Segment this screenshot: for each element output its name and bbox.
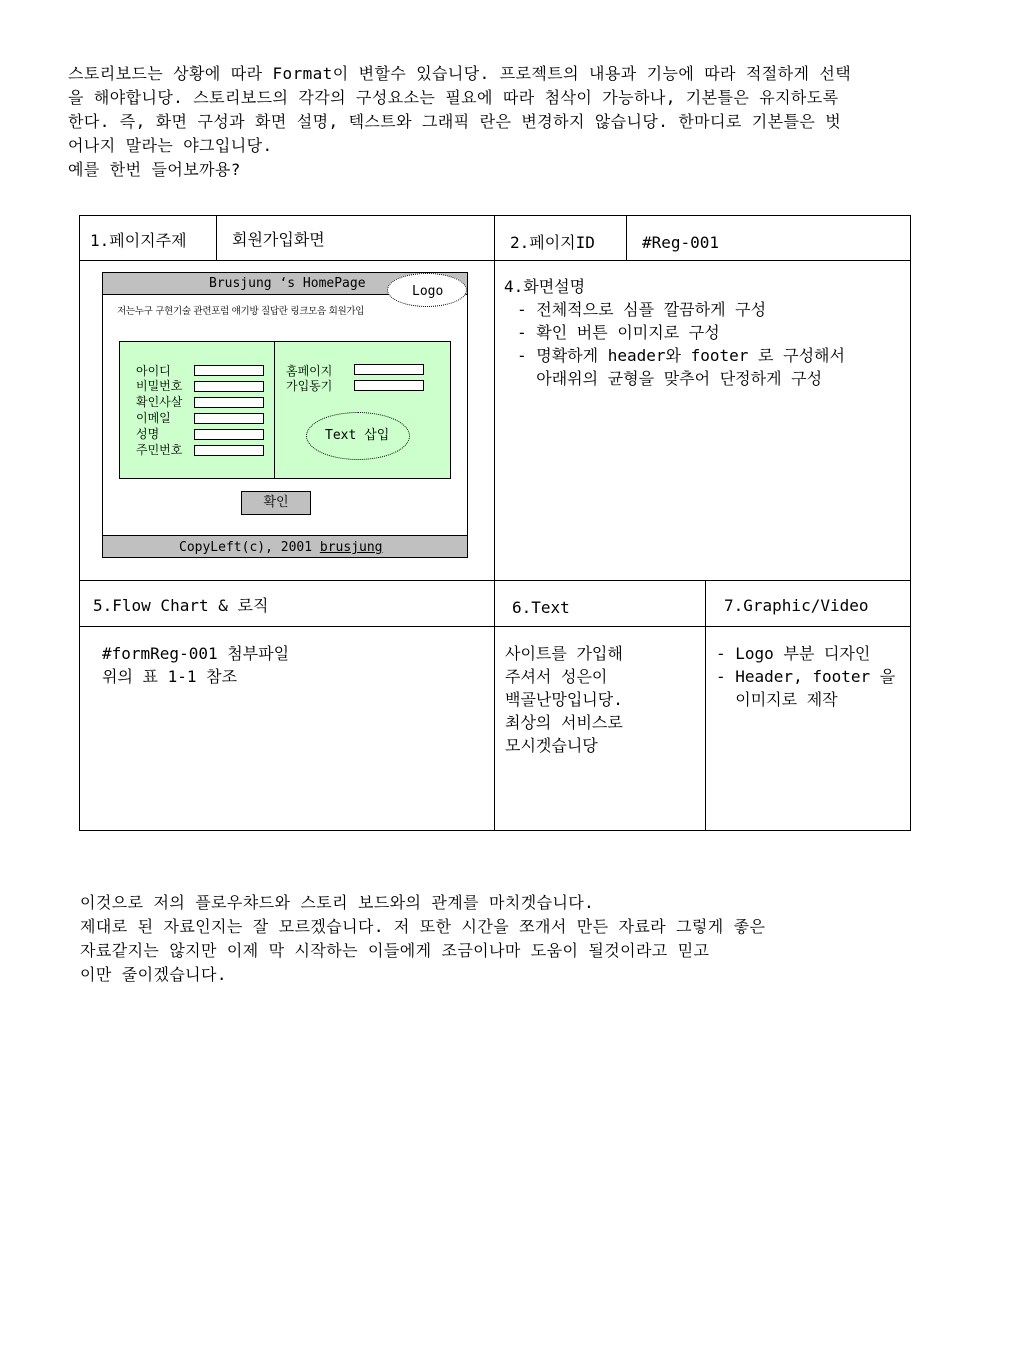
outro-line: 이것으로 저의 플로우챠드와 스토리 보드와의 관계를 마치겟습니다. [80, 893, 595, 912]
intro-line: 예를 한번 들어보까용? [68, 160, 241, 179]
form-label: 홈페이지 [286, 364, 333, 378]
text-line: 주셔서 성은이 [505, 667, 608, 686]
form-label: 확인사살 [136, 395, 183, 409]
graphic-line: 이미지로 제작 [716, 690, 838, 709]
intro-paragraph [68, 62, 968, 182]
text-label: 6.Text [512, 598, 570, 617]
text-line: 모시겟습니당 [505, 736, 598, 755]
form-input [354, 380, 424, 391]
page-subject-label: 1.페이지주제 [90, 231, 187, 250]
screen-desc-title: 4.화면설명 [504, 277, 586, 296]
form-label: 가입동기 [286, 379, 333, 393]
mockup-logo-label: Logo [412, 284, 444, 299]
screen-desc-item: - 전체적으로 심플 깔끔하게 구성 [517, 300, 767, 319]
page-id-label: 2.페이지ID [510, 233, 595, 252]
form-input [354, 364, 424, 375]
intro-line: 어나지 말라는 야그입니당. [68, 136, 273, 155]
outro-line: 자료같지는 않지만 이제 막 시작하는 이들에게 조금이나마 도움이 될것이라고 믿고 [80, 941, 710, 960]
screen-mockup [102, 272, 468, 558]
intro-line: 한다. 즉, 화면 구성과 화면 설명, 텍스트와 그래픽 란은 변경하지 않습니당. 한마디로 기본틀은 벗 [68, 112, 842, 131]
footer-copyright: CopyLeft(c), 2001 [179, 540, 320, 555]
graphic-line: - Header, footer 을 [716, 667, 896, 686]
table-divider [80, 626, 910, 627]
intro-line: 을 해야합니당. 스토리보드의 각각의 구성요소는 필요에 따라 첨삭이 가능하나, 기본틀은 유지하도록 [68, 88, 839, 107]
flow-line: 위의 표 1-1 참조 [102, 667, 238, 686]
mockup-footer [103, 535, 467, 557]
screen-desc-item: - 명확하게 header와 footer 로 구성해서 [517, 346, 845, 365]
outro-line: 이만 줄이겠습니다. [80, 965, 227, 984]
table-divider [494, 216, 495, 830]
text-line: 최상의 서비스로 [505, 713, 623, 732]
graphic-line: - Logo 부분 디자인 [716, 644, 871, 663]
form-input [194, 429, 264, 440]
page-subject-value: 회원가입화면 [232, 230, 325, 249]
confirm-button: 확인 [241, 491, 311, 515]
text-insert-placeholder [306, 412, 410, 460]
form-label: 이메일 [136, 411, 171, 425]
mockup-footer-text [179, 540, 383, 556]
mockup-logo [387, 273, 467, 307]
table-divider [626, 216, 627, 260]
outro-line: 제대로 된 자료인지는 잘 모르겠습니다. 저 또한 시간을 쪼개서 만든 자료라 그렇게 좋은 [80, 917, 766, 936]
form-input [194, 365, 264, 376]
form-label: 주민번호 [136, 443, 183, 457]
page-id-value: #Reg-001 [642, 233, 720, 252]
screen-desc-item: - 확인 버튼 이미지로 구성 [517, 323, 720, 342]
text-line: 백골난망입니당. [505, 690, 623, 709]
form-input [194, 381, 264, 392]
mockup-nav: 저는누구 구현기술 관련포럼 얘기방 질답란 링크모음 회원가입 [117, 306, 365, 317]
form-input [194, 445, 264, 456]
intro-line: 스토리보드는 상황에 따라 Format이 변할수 있습니당. 프로젝트의 내용과 기능에 따라 적절하게 선택 [68, 64, 852, 83]
flow-line: #formReg-001 첨부파일 [102, 644, 290, 663]
mockup-title: Brusjung ‘s HomePage [209, 276, 366, 291]
form-divider [274, 342, 275, 478]
form-input [194, 397, 264, 408]
table-divider [80, 580, 910, 581]
flow-chart-label: 5.Flow Chart & 로직 [93, 596, 269, 615]
outro-paragraph [80, 891, 980, 987]
text-insert-label: Text 삽입 [325, 428, 390, 443]
screen-desc-item: 아래위의 균형을 맞추어 단정하게 구성 [517, 369, 823, 388]
table-divider [80, 260, 910, 261]
text-line: 사이트를 가입해 [505, 644, 623, 663]
form-label: 성명 [136, 427, 160, 441]
mockup-form [119, 341, 451, 479]
footer-link: brusjung [319, 540, 383, 555]
graphic-video-label: 7.Graphic/Video [724, 596, 869, 615]
form-input [194, 413, 264, 424]
table-divider [216, 216, 217, 260]
table-divider [705, 580, 706, 830]
form-label: 비밀번호 [136, 379, 183, 393]
form-label: 아이디 [136, 364, 171, 378]
